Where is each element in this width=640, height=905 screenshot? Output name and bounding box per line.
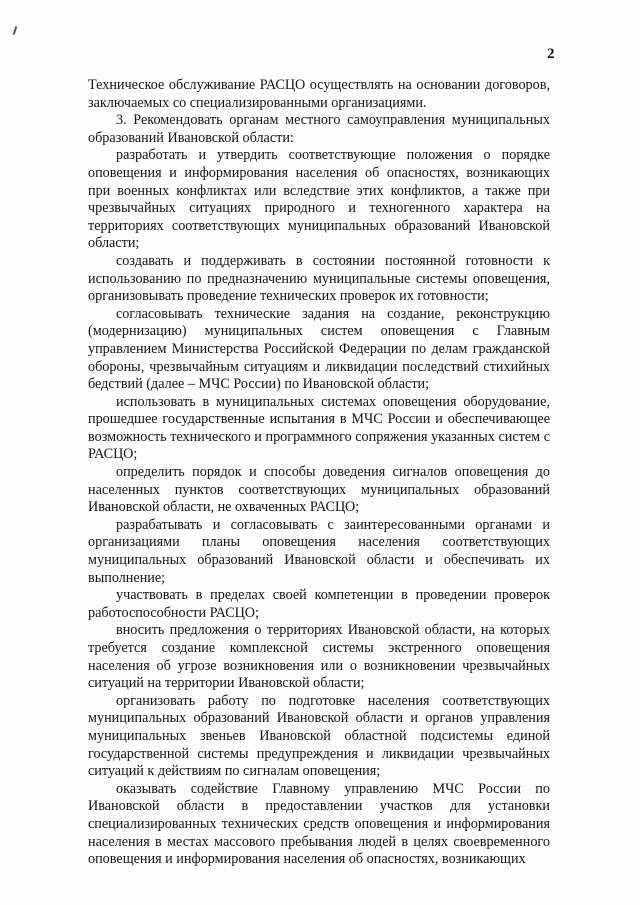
paragraph-notification-plans: разрабатывать и согласовывать с заинтересованными органами и организациями планы оповещения населения соответствующих муниципальных образований Ивановской области и обеспечивать их выполнение;	[88, 516, 550, 586]
scan-artifact-mark	[13, 26, 18, 35]
paragraph-participate-checks: участвовать в пределах своей компетенции в проведении проверок работоспособности РАСЦО;	[88, 587, 550, 621]
document-body	[88, 77, 550, 869]
paragraph-use-equipment: использовать в муниципальных системах оповещения оборудование, прошедшее государственные испытания в МЧС России и обеспечивающее возможность технического и программного сопряжения указанных систем с РАСЦО;	[88, 393, 550, 463]
paragraph-population-training: организовать работу по подготовке населения соответствующих муниципальных образований Ивановской области и органов управления муниципальных звеньев Ивановской областной подсистемы единой государственной системы предупреждения и ликвидации чрезвычайных ситуаций к действиям по сигналам оповещения;	[88, 692, 550, 780]
paragraph-agree-technical-tasks: согласовывать технические задания на создание, реконструкцию (модернизацию) муниципальных систем оповещения с Главным управлением Министерства Российской Федерации по делам гражданской обороны, чрезвычайным ситуациям и ликвидации последствий стихийных бедствий (далее – МЧС России) по Ивановской области;	[88, 305, 550, 393]
paragraph-territory-proposals: вносить предложения о территориях Ивановской области, на которых требуется создание комплексной системы экстренного оповещения населения об угрозе возникновения или о возникновении чрезвычайных ситуаций на территории Ивановской области;	[88, 622, 550, 692]
paragraph-develop-regulations: разработать и утвердить соответствующие положения о порядке оповещения и информирования населения об опасностях, возникающих при военных конфликтах или вследствие этих конфликтов, а также при чрезвычайных ситуациях природного и техногенного характера на территориях соответствующих муниципальных образований Ивановской области;	[88, 147, 550, 252]
paragraph-maintenance: Техническое обслуживание РАСЦО осуществлять на основании договоров, заключаемых со специализированными организациями.	[88, 77, 550, 111]
paragraph-maintain-readiness: создавать и поддерживать в состоянии постоянной готовности к использованию по предназначению муниципальные системы оповещения, организовывать проведение технических проверок их готовности;	[88, 252, 550, 305]
paragraph-assist-mchs: оказывать содействие Главному управлению МЧС России по Ивановской области в предоставлении участков для установки специализированных технических средств оповещения и информирования населения в местах массового пребывания людей в целях своевременного оповещения и информирования населения об опасностях, возникающих	[88, 780, 550, 868]
page-number: 2	[547, 46, 555, 62]
paragraph-item-3-intro: 3. Рекомендовать органам местного самоуправления муниципальных образований Ивановской области:	[88, 112, 550, 146]
paragraph-signal-procedure: определить порядок и способы доведения сигналов оповещения до населенных пунктов соответствующих муниципальных образований Ивановской области, не охваченных РАСЦО;	[88, 464, 550, 516]
